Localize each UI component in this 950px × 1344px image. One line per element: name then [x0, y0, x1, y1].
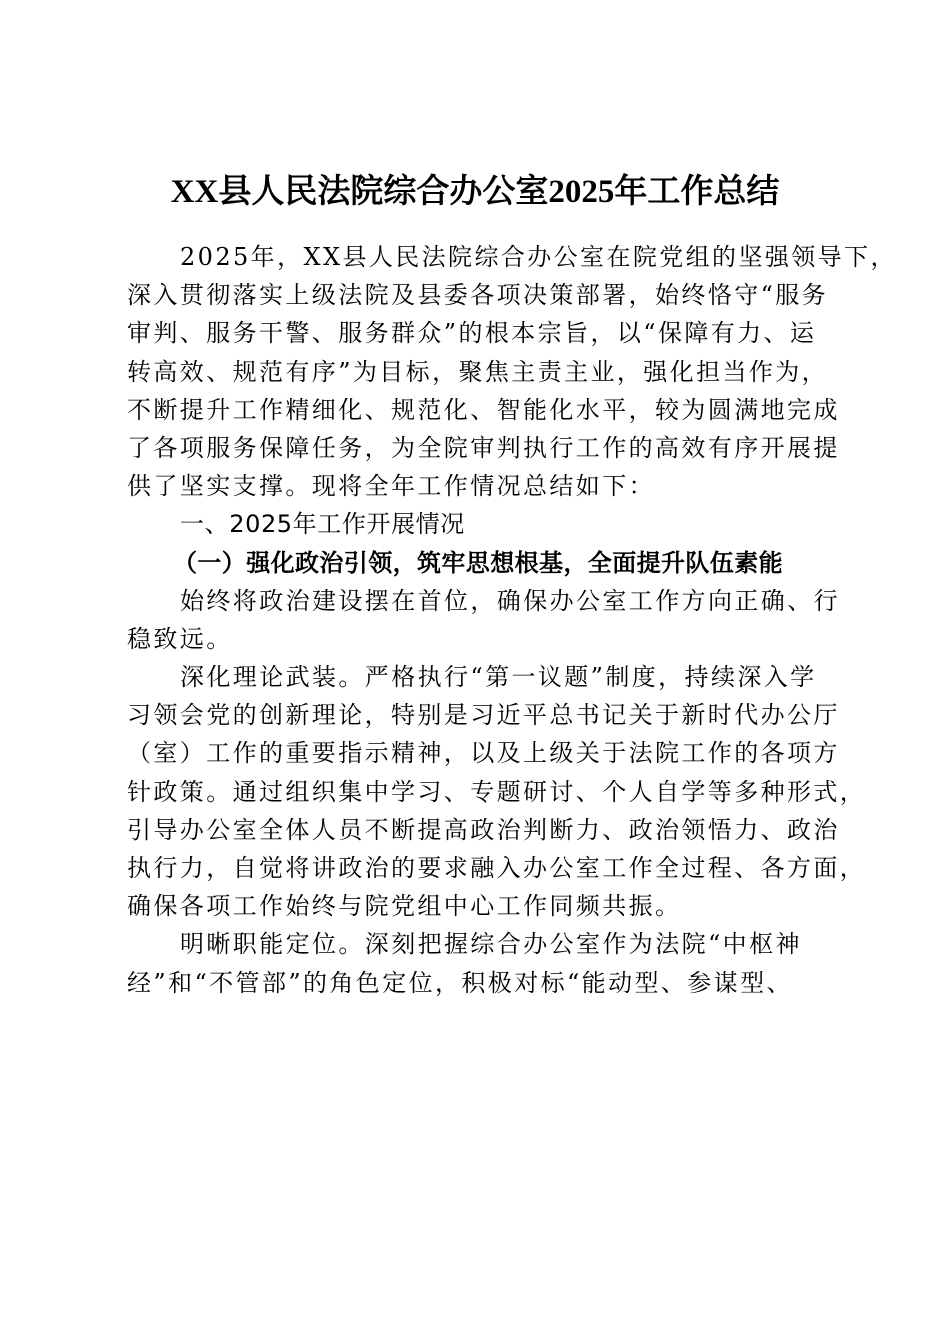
- theory-paragraph: [127, 658, 867, 925]
- text-line: 明晰职能定位。深刻把握综合办公室作为法院“中枢神: [180, 930, 802, 959]
- text-line: 2025年，XX县人民法院综合办公室在院党组的坚强领导下，: [180, 243, 897, 271]
- subsection-heading: [127, 544, 837, 582]
- document-title: XX县人民法院综合办公室2025年工作总结: [170, 174, 780, 210]
- text-line: 引导办公室全体人员不断提高政治判断力、政治领悟力、政治: [127, 815, 840, 844]
- text-line: 经”和“不管部”的角色定位，积极对标“能动型、参谋型、: [127, 968, 793, 997]
- text-line: 供了坚实支撑。现将全年工作情况总结如下：: [127, 472, 655, 501]
- text-line: 习领会党的创新理论，特别是习近平总书记关于新时代办公厅: [127, 701, 840, 730]
- text-line: 审判、服务干警、服务群众”的根本宗旨，以“保障有力、运: [127, 319, 817, 348]
- lead-paragraph: [127, 582, 840, 658]
- document-body: [127, 238, 897, 1002]
- text-line: 执行力，自觉将讲政治的要求融入办公室工作全过程、各方面，: [127, 854, 867, 882]
- text-line: 深化理论武装。严格执行“第一议题”制度，持续深入学: [180, 663, 817, 692]
- text-line: （室）工作的重要指示精神，以及上级关于法院工作的各项方: [127, 739, 840, 768]
- subsection-1-heading: （一）强化政治引领，筑牢思想根基，全面提升队伍素能: [173, 548, 783, 577]
- text-line: 针政策。通过组织集中学习、专题研讨、个人自学等多种形式，: [127, 777, 867, 806]
- text-line: 始终将政治建设摆在首位，确保办公室工作方向正确、行: [180, 586, 840, 615]
- text-line: 深入贯彻落实上级法院及县委各项决策部署，始终恪守“服务: [127, 281, 829, 310]
- section-heading: [127, 505, 837, 543]
- text-line: 转高效、规范有序”为目标，聚焦主责主业，强化担当作为，: [127, 357, 829, 386]
- text-line: 确保各项工作始终与院党组中心工作同频共振。: [127, 892, 682, 921]
- intro-paragraph: [127, 238, 897, 505]
- text-line: 了各项服务保障任务，为全院审判执行工作的高效有序开展提: [127, 433, 840, 462]
- text-line: 稳致远。: [127, 624, 233, 653]
- role-paragraph: [127, 925, 837, 1001]
- text-line: 不断提升工作精细化、规范化、智能化水平，较为圆满地完成: [127, 395, 840, 424]
- section-1-heading: 一、2025年工作开展情况: [180, 510, 465, 539]
